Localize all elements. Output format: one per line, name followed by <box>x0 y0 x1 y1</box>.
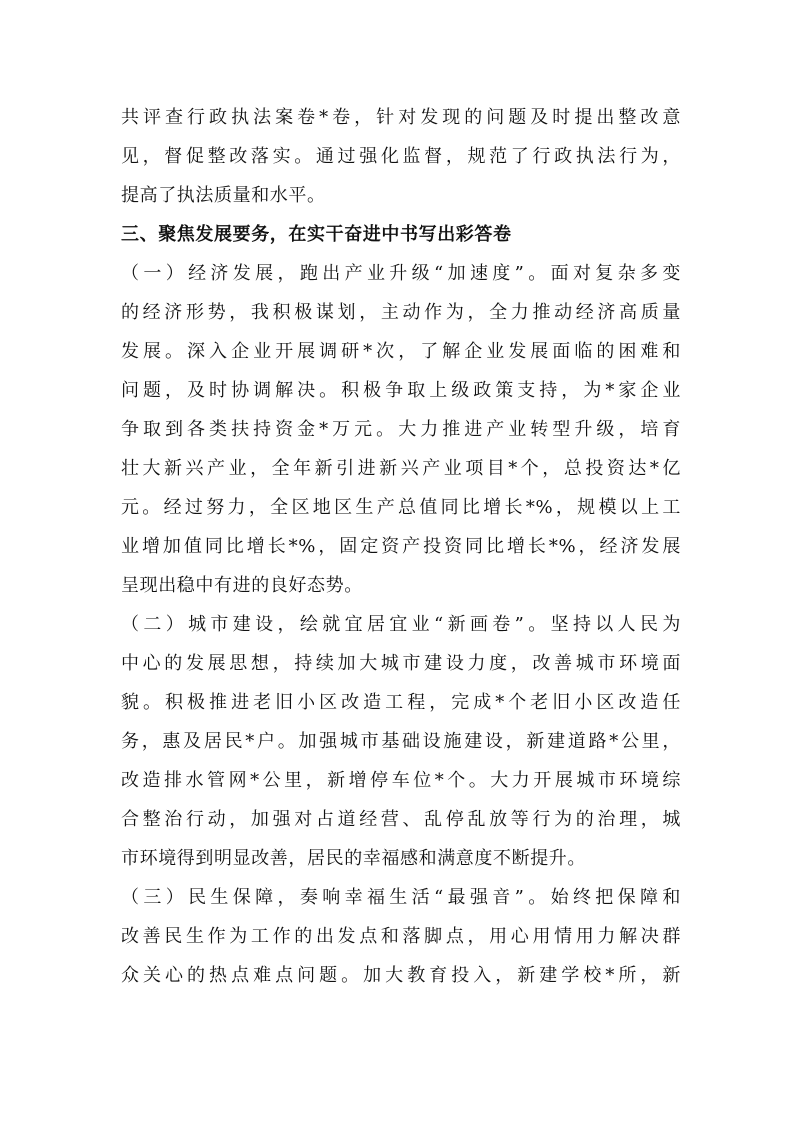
text-line: 众关心的热点难点问题。加大教育投入，新建学校*所，新 <box>121 965 681 986</box>
document-body <box>121 98 681 995</box>
text-line: 争取到各类扶持资金*万元。大力推进产业转型升级，培育 <box>121 419 681 440</box>
text-line: （三）民生保障，奏响幸福生活“最强音”。始终把保障和 <box>121 887 681 908</box>
text-line: 市环境得到明显改善，居民的幸福感和满意度不断提升。 <box>121 848 586 869</box>
text-line: 见，督促整改落实。通过强化监督，规范了行政执法行为， <box>121 146 681 167</box>
text-line: 改善民生作为工作的出发点和落脚点，用心用情用力解决群 <box>121 926 681 947</box>
text-line: 业增加值同比增长*%，固定资产投资同比增长*%，经济发展 <box>121 536 681 557</box>
text-line: 的经济形势，我积极谋划，主动作为，全力推动经济高质量 <box>121 302 681 323</box>
text-line: 务，惠及居民*户。加强城市基础设施建设，新建道路*公里， <box>121 731 681 752</box>
text-line: 中心的发展思想，持续加大城市建设力度，改善城市环境面 <box>121 653 681 674</box>
section-heading: 三、聚焦发展要务，在实干奋进中书写出彩答卷 <box>121 224 512 245</box>
text-line: （二）城市建设，绘就宜居宜业“新画卷”。坚持以人民为 <box>121 614 681 635</box>
text-line: 发展。深入企业开展调研*次，了解企业发展面临的困难和 <box>121 341 681 362</box>
text-line: （一）经济发展，跑出产业升级“加速度”。面对复杂多变 <box>121 263 681 284</box>
text-line: 合整治行动，加强对占道经营、乱停乱放等行为的治理，城 <box>121 809 681 830</box>
text-line: 呈现出稳中有进的良好态势。 <box>121 575 363 596</box>
text-line: 元。经过努力，全区地区生产总值同比增长*%，规模以上工 <box>121 497 681 518</box>
text-line: 提高了执法质量和水平。 <box>121 185 326 206</box>
text-line: 貌。积极推进老旧小区改造工程，完成*个老旧小区改造任 <box>121 692 681 713</box>
text-line: 改造排水管网*公里，新增停车位*个。大力开展城市环境综 <box>121 770 681 791</box>
text-line: 问题，及时协调解决。积极争取上级政策支持，为*家企业 <box>121 380 681 401</box>
text-line: 共评查行政执法案卷*卷，针对发现的问题及时提出整改意 <box>121 107 681 128</box>
text-line: 壮大新兴产业，全年新引进新兴产业项目*个，总投资达*亿 <box>121 458 681 479</box>
